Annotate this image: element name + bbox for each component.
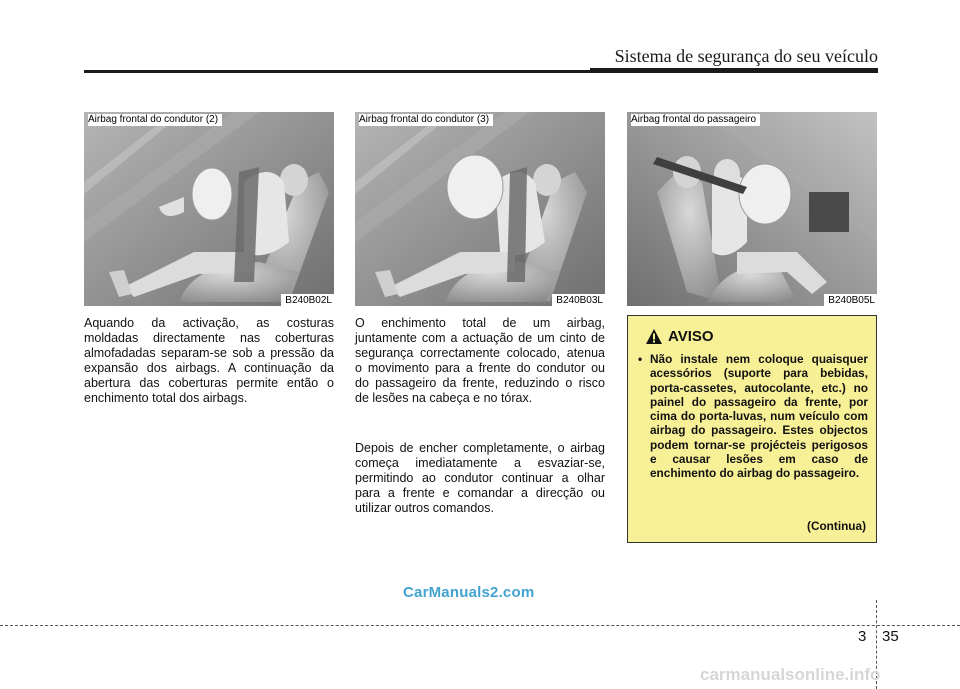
page-number: 35	[882, 628, 899, 645]
chapter-number: 3	[858, 628, 867, 645]
watermark-link[interactable]: CarManuals2.com	[403, 584, 535, 601]
warning-text: Não instale nem coloque quaisquer acessórios (suporte para bebidas, porta-cassetes, autocolante, etc.) no painel do passageiro da frente, por cima do porta-luvas, num veículo com airbag do passageiro. Estes objectos podem tornar-se projécteis perigosos e causar lesões em caso de enchimento do airbag do passageiro.	[650, 352, 868, 481]
airbag-illustration-driver-3	[355, 112, 605, 306]
warning-box	[627, 315, 877, 543]
figure-driver-airbag-2	[84, 112, 334, 306]
paragraph-deflation: Depois de encher completamente, o airbag começa imediatamente a esvaziar-se, permitindo ao condutor continuar a olhar para a frente e comandar a direcção ou utilizar outros comandos.	[355, 441, 605, 515]
paragraph-activation: Aquando da activação, as costuras moldadas directamente nas coberturas almofadadas separam-se sob a pressão da expansão dos airbags. A continuação da abertura das coberturas permite então o enchimento total dos airbags.	[84, 316, 334, 405]
figure-caption: Airbag frontal do condutor (2)	[88, 114, 222, 126]
airbag-illustration-passenger	[627, 112, 877, 306]
section-title: Sistema de segurança do seu veículo	[614, 46, 878, 66]
warning-text-block	[638, 352, 868, 481]
airbag-illustration-driver-2	[84, 112, 334, 306]
figure-code: B240B03L	[552, 294, 605, 306]
bullet: •	[638, 352, 643, 366]
figure-code: B240B05L	[824, 294, 877, 306]
figure-passenger-airbag	[627, 112, 877, 306]
paragraph-inflation: O enchimento total de um airbag, juntamente com a actuação de um cinto de segurança correctamente colocado, atenua o movimento para a frente do condutor ou do passageiro da frente, reduzindo o risco de lesões na cabeça e no tórax.	[355, 316, 605, 405]
warning-triangle-icon	[646, 329, 662, 344]
header-rule-accent	[590, 68, 878, 73]
figure-caption: Airbag frontal do passageiro	[631, 114, 760, 126]
site-watermark: carmanualsonline.info	[700, 665, 881, 684]
warning-continued: (Continua)	[807, 519, 866, 533]
footer-rule	[0, 625, 960, 626]
figure-driver-airbag-3	[355, 112, 605, 306]
warning-header	[646, 328, 714, 345]
figure-caption: Airbag frontal do condutor (3)	[359, 114, 493, 126]
warning-title: AVISO	[668, 328, 714, 345]
figure-code: B240B02L	[281, 294, 334, 306]
